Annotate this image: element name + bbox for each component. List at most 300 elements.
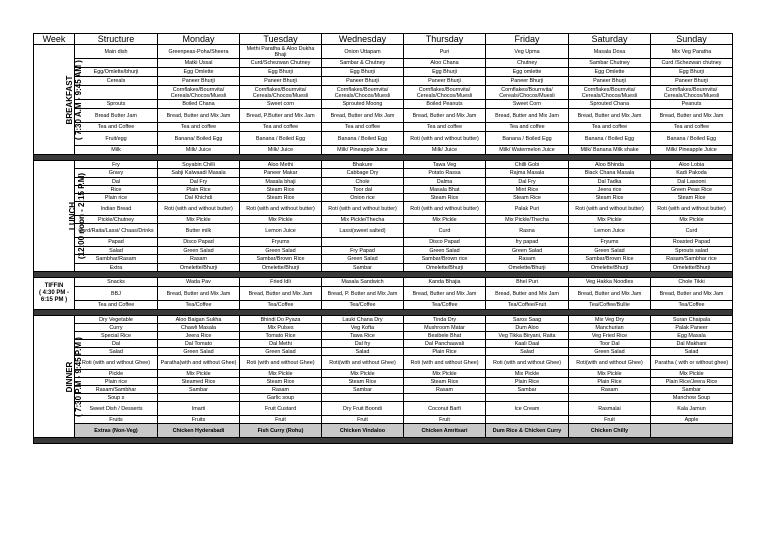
menu-item-cell: Rasam bbox=[486, 255, 569, 264]
menu-item-cell: Mix Pickle bbox=[322, 370, 404, 378]
menu-item-cell: Roti (with and without butter) bbox=[569, 202, 651, 216]
menu-item-cell: Steam Rice bbox=[651, 194, 733, 202]
lunch-label-line: LUNCH bbox=[68, 202, 78, 230]
menu-item-cell: Manchow Soup bbox=[651, 394, 733, 402]
menu-item-cell: Wada Pav bbox=[158, 278, 240, 287]
menu-item-cell: Onion Uttapam bbox=[322, 45, 404, 59]
menu-item-cell: Bread, Butter and Mix Jam bbox=[240, 287, 322, 301]
menu-item-cell: Banana / Boiled Egg bbox=[651, 132, 733, 146]
menu-item-cell: Lemon Juice bbox=[240, 224, 322, 238]
menu-item-cell: Green Salad bbox=[569, 348, 651, 356]
menu-row bbox=[34, 394, 733, 402]
menu-row bbox=[34, 278, 733, 287]
breakfast-label-line: ( 7:30 A.M - 9:45 AM ) bbox=[73, 59, 83, 140]
menu-item-cell: Kadi Pakoda bbox=[651, 169, 733, 178]
menu-item-cell: Fruit bbox=[404, 416, 486, 424]
menu-item-cell: Steam Rice bbox=[240, 194, 322, 202]
menu-item-cell: Rasna bbox=[486, 224, 569, 238]
menu-item-cell: Sambar/Brown rice bbox=[404, 255, 486, 264]
menu-item-cell: Dal Panchaavali bbox=[404, 340, 486, 348]
menu-item-cell: Sweet Corn bbox=[486, 100, 569, 109]
menu-item-cell: Banana / Boiled Egg bbox=[486, 132, 569, 146]
menu-item-cell: Aloo Baigan Sukha bbox=[158, 316, 240, 324]
menu-item-cell: Chicken Amritsari bbox=[404, 424, 486, 438]
menu-item-cell: Tea/Coffee bbox=[322, 301, 404, 310]
menu-item-cell: Bread, Butter and Mix Jam bbox=[651, 109, 733, 123]
menu-item-cell: Jeera Rice bbox=[158, 332, 240, 340]
menu-item-cell: Paratha(with and without Ghee) bbox=[158, 356, 240, 370]
menu-item-cell: Lassi(sweet salted) bbox=[322, 224, 404, 238]
structure-cell: Soup s bbox=[75, 394, 158, 402]
menu-item-cell: Sambar & Chutney bbox=[322, 59, 404, 68]
menu-item-cell: Sambar/Brown Rice bbox=[569, 255, 651, 264]
menu-row bbox=[34, 301, 733, 310]
menu-item-cell: Potato Rassa bbox=[404, 169, 486, 178]
structure-cell: Salad bbox=[75, 247, 158, 255]
menu-item-cell: Aloo Chana bbox=[404, 59, 486, 68]
menu-item-cell: Disco Papad bbox=[404, 238, 486, 247]
menu-item-cell: Plain Rice bbox=[404, 348, 486, 356]
weekly-menu-table bbox=[33, 33, 733, 444]
menu-item-cell: Mushroom Matar bbox=[404, 324, 486, 332]
menu-item-cell: Cornflakes/Bournvita/ Cereals/Chocos/Muesli bbox=[569, 86, 651, 100]
breakfast-label-text bbox=[65, 60, 83, 140]
menu-item-cell: Chole bbox=[322, 178, 404, 186]
menu-item-cell: Egg Bhurji bbox=[240, 68, 322, 77]
menu-item-cell: Paneer Bhurji bbox=[158, 77, 240, 86]
menu-item-cell: Bread, Butter and Mix Jam bbox=[404, 109, 486, 123]
structure-cell: Extra bbox=[75, 264, 158, 272]
menu-item-cell: Plain Rice bbox=[158, 186, 240, 194]
menu-item-cell: Roti (with and without butter) bbox=[404, 202, 486, 216]
menu-item-cell: Kanda Bhajia bbox=[404, 278, 486, 287]
menu-item-cell: Masala bhaji bbox=[240, 178, 322, 186]
menu-item-cell: Omelette/Bhurji bbox=[158, 264, 240, 272]
structure-cell bbox=[75, 86, 158, 100]
menu-item-cell: Sambar/Brown Rice bbox=[240, 255, 322, 264]
menu-item-cell: Saros Saag bbox=[486, 316, 569, 324]
menu-item-cell: Egg Omlette bbox=[158, 68, 240, 77]
structure-cell: Indian Bread bbox=[75, 202, 158, 216]
structure-cell: Rasam/Sambhar bbox=[75, 386, 158, 394]
menu-item-cell: Egg Masala bbox=[651, 332, 733, 340]
menu-row bbox=[34, 109, 733, 123]
structure-cell: Plain rice bbox=[75, 194, 158, 202]
structure-cell: Milk bbox=[75, 146, 158, 155]
menu-item-cell: Milk/ Pineapple Juice bbox=[322, 146, 404, 155]
menu-item-cell: Tea/Coffee bbox=[404, 301, 486, 310]
menu-item-cell: Fish Curry (Rohu) bbox=[240, 424, 322, 438]
menu-item-cell: Tea and coffee bbox=[240, 123, 322, 132]
menu-item-cell: Bread, Butter and Mix Jam bbox=[651, 287, 733, 301]
lunch-label-text bbox=[68, 173, 86, 259]
menu-item-cell: Bhel Puri bbox=[486, 278, 569, 287]
structure-cell: Curry bbox=[75, 324, 158, 332]
menu-item-cell: Cornflakes/Bournvita/ Cereals/Chocos/Muesli bbox=[486, 86, 569, 100]
menu-row bbox=[34, 370, 733, 378]
menu-item-cell: Fruit bbox=[240, 416, 322, 424]
menu-item-cell: Paneer Bhurji bbox=[651, 77, 733, 86]
menu-item-cell: Jeera rice bbox=[569, 186, 651, 194]
menu-item-cell: Rasam/Sambhar rice bbox=[651, 255, 733, 264]
header-cell: Thursday bbox=[404, 34, 486, 45]
menu-item-cell: Tawa Rice bbox=[322, 332, 404, 340]
menu-item-cell: Mix Pickle/Thecha bbox=[486, 216, 569, 224]
menu-row bbox=[34, 402, 733, 416]
menu-item-cell: Dal Makhani bbox=[651, 340, 733, 348]
menu-item-cell: Rasam bbox=[240, 386, 322, 394]
structure-cell: Rice bbox=[75, 186, 158, 194]
menu-item-cell: Steam Rice bbox=[240, 186, 322, 194]
menu-item-cell: Milk/ Watermelon Juice bbox=[486, 146, 569, 155]
menu-item-cell: Dalma bbox=[404, 178, 486, 186]
menu-item-cell: Fruits bbox=[158, 416, 240, 424]
menu-item-cell: Fryums bbox=[240, 238, 322, 247]
menu-row bbox=[34, 287, 733, 301]
menu-item-cell: Chutney bbox=[486, 59, 569, 68]
menu-item-cell bbox=[322, 238, 404, 247]
menu-item-cell: Sambar Chutney bbox=[569, 59, 651, 68]
section-divider bbox=[34, 438, 733, 444]
menu-item-cell: Tea/Coffee bbox=[240, 301, 322, 310]
menu-item-cell: Tea/Coffee/Bullie bbox=[569, 301, 651, 310]
structure-cell: Sambhar/Rasam bbox=[75, 255, 158, 264]
menu-item-cell: Plain Rice bbox=[569, 378, 651, 386]
menu-row bbox=[34, 348, 733, 356]
menu-item-cell: Boiled Chana bbox=[158, 100, 240, 109]
menu-item-cell: Rasam bbox=[158, 255, 240, 264]
menu-item-cell: Paratha ( with or without ghee) bbox=[651, 356, 733, 370]
menu-item-cell: Cornflakes/Bournvita/ Cereals/Chocos/Muesli bbox=[404, 86, 486, 100]
menu-item-cell: Green Salad bbox=[240, 348, 322, 356]
dinner-label-line: ( 7:30 P.M - 9:45 P.M ) bbox=[73, 336, 83, 417]
menu-item-cell bbox=[569, 394, 651, 402]
menu-item-cell: Mix Pickle bbox=[240, 216, 322, 224]
menu-item-cell: Roti (with and without Ghee) bbox=[486, 356, 569, 370]
menu-item-cell: Egg Bhurji bbox=[322, 68, 404, 77]
structure-cell: Tea and Coffee bbox=[75, 301, 158, 310]
menu-item-cell: Fruit Custard bbox=[240, 402, 322, 416]
menu-item-cell: Toor Dal bbox=[569, 340, 651, 348]
header-cell: Sunday bbox=[651, 34, 733, 45]
menu-item-cell: Green Salad bbox=[569, 247, 651, 255]
structure-cell: Cereals bbox=[75, 77, 158, 86]
menu-item-cell: Dal Khichdi bbox=[158, 194, 240, 202]
menu-item-cell: Ice Cream bbox=[486, 402, 569, 416]
menu-row bbox=[34, 238, 733, 247]
menu-row bbox=[34, 416, 733, 424]
menu-item-cell: Omelette/Bhurji bbox=[240, 264, 322, 272]
menu-item-cell: Mix Pickle bbox=[404, 216, 486, 224]
menu-item-cell: Dal Tadka bbox=[569, 178, 651, 186]
menu-item-cell: Fry Papad bbox=[322, 247, 404, 255]
menu-item-cell: Omelette/Bhurji bbox=[569, 264, 651, 272]
menu-item-cell: fry papad bbox=[486, 238, 569, 247]
menu-item-cell: Veg Upma bbox=[486, 45, 569, 59]
structure-cell: Dal bbox=[75, 340, 158, 348]
menu-item-cell: Green Salad bbox=[322, 255, 404, 264]
menu-item-cell: Mint Rice bbox=[486, 186, 569, 194]
menu-item-cell: Tomato Rice bbox=[240, 332, 322, 340]
menu-item-cell: Fryums bbox=[569, 238, 651, 247]
menu-item-cell: Dal Fry bbox=[486, 178, 569, 186]
structure-cell: Fry bbox=[75, 161, 158, 169]
menu-item-cell: Tea and coffee bbox=[569, 123, 651, 132]
menu-item-cell: Chicken Chilly bbox=[569, 424, 651, 438]
menu-item-cell: Roti(with and without Ghee) bbox=[322, 356, 404, 370]
menu-item-cell bbox=[486, 416, 569, 424]
menu-item-cell: Sambar bbox=[486, 386, 569, 394]
menu-item-cell: Banana / Boiled Egg bbox=[322, 132, 404, 146]
menu-sheet bbox=[33, 33, 732, 444]
tiffin-section-label bbox=[34, 278, 75, 310]
menu-item-cell: Dal Fry bbox=[158, 178, 240, 186]
menu-row bbox=[34, 324, 733, 332]
structure-cell: Plain rice bbox=[75, 378, 158, 386]
menu-row bbox=[34, 68, 733, 77]
menu-row bbox=[34, 216, 733, 224]
menu-item-cell: Curd bbox=[404, 224, 486, 238]
menu-item-cell: Greenpeas-Poha/Sheera bbox=[158, 45, 240, 59]
menu-item-cell: Fruit bbox=[569, 416, 651, 424]
menu-item-cell: Bread, P.Butter and Mix Jam bbox=[240, 109, 322, 123]
header-cell: Structure bbox=[75, 34, 158, 45]
menu-row bbox=[34, 123, 733, 132]
menu-row bbox=[34, 100, 733, 109]
menu-item-cell: Tea/Coffee/Fruit bbox=[486, 301, 569, 310]
menu-item-cell: Chole Tikki bbox=[651, 278, 733, 287]
menu-item-cell: Steam Rice bbox=[486, 194, 569, 202]
menu-item-cell: Curd bbox=[651, 224, 733, 238]
menu-item-cell: Mix Pickle/Thecha bbox=[322, 216, 404, 224]
menu-item-cell: Egg Bhurji bbox=[651, 68, 733, 77]
menu-item-cell: Sambar bbox=[322, 264, 404, 272]
dinner-section-label bbox=[34, 316, 83, 438]
menu-item-cell: Dum Aloo bbox=[486, 324, 569, 332]
menu-item-cell: Rasam bbox=[404, 386, 486, 394]
menu-item-cell: Bread, Butter and Mix Jam bbox=[486, 109, 569, 123]
menu-item-cell: Onion rice bbox=[322, 194, 404, 202]
menu-item-cell: Bread, Butter and Mix Jam bbox=[158, 109, 240, 123]
breakfast-section-label bbox=[34, 45, 83, 155]
menu-item-cell: Suran Chaipala bbox=[651, 316, 733, 324]
menu-item-cell: Roti (with and without butter) bbox=[240, 202, 322, 216]
menu-item-cell: Dal fry bbox=[322, 340, 404, 348]
menu-item-cell: Mix Pickle bbox=[404, 370, 486, 378]
menu-item-cell: Methi Paratha & Aloo Dukha Bhaji bbox=[240, 45, 322, 59]
menu-item-cell: Bread, Butter and Mix Jam bbox=[486, 287, 569, 301]
menu-item-cell: Paneer Makar bbox=[240, 169, 322, 178]
menu-row bbox=[34, 264, 733, 272]
menu-item-cell: Green Salad bbox=[158, 247, 240, 255]
menu-item-cell: Omelette/Bhurji bbox=[486, 264, 569, 272]
menu-item-cell: Rajma Masala bbox=[486, 169, 569, 178]
menu-row bbox=[34, 386, 733, 394]
menu-item-cell: Roti (with and without Ghee) bbox=[404, 356, 486, 370]
structure-cell: Egg/Omlette/bhurji bbox=[75, 68, 158, 77]
menu-row bbox=[34, 178, 733, 186]
menu-item-cell: Mix Veg Dry bbox=[569, 316, 651, 324]
menu-item-cell: Steam Rice bbox=[404, 194, 486, 202]
menu-item-cell: Steam Rice bbox=[404, 378, 486, 386]
menu-item-cell: Tawa Veg bbox=[404, 161, 486, 169]
menu-item-cell: Mix Pulses bbox=[240, 324, 322, 332]
structure-cell: Special Rice bbox=[75, 332, 158, 340]
menu-item-cell: Roti (with and without butter) bbox=[158, 202, 240, 216]
menu-item-cell: Manchurian bbox=[569, 324, 651, 332]
menu-item-cell: Rasmalai bbox=[569, 402, 651, 416]
menu-item-cell: Omelette/Bhurji bbox=[404, 264, 486, 272]
menu-item-cell: Kaali Daal bbox=[486, 340, 569, 348]
menu-item-cell: Mix Pickle bbox=[486, 370, 569, 378]
menu-item-cell: Salad bbox=[651, 348, 733, 356]
menu-item-cell: Tea and coffee bbox=[486, 123, 569, 132]
menu-item-cell: Plain Rice/Jeera Rice bbox=[651, 378, 733, 386]
menu-item-cell: Salad bbox=[322, 348, 404, 356]
menu-item-cell: Milk/ Banana Milk shake bbox=[569, 146, 651, 155]
menu-item-cell: Dal Lasooni bbox=[651, 178, 733, 186]
dinner-label-text bbox=[65, 337, 83, 417]
menu-item-cell: Cornflakes/Bournvita/ Cereals/Chocos/Muesli bbox=[158, 86, 240, 100]
menu-item-cell: Masala Sandwich bbox=[322, 278, 404, 287]
structure-cell: Curd/Raita/Lassi/ Chaas/Drinks bbox=[75, 224, 158, 238]
header-cell: Monday bbox=[158, 34, 240, 45]
menu-item-cell: Garlic soup bbox=[240, 394, 322, 402]
structure-cell: Tea and Coffee bbox=[75, 123, 158, 132]
menu-item-cell: Roti (with and without butter) bbox=[322, 202, 404, 216]
menu-item-cell: Roasted Papad bbox=[651, 238, 733, 247]
menu-item-cell: Bread, Butter and Mix Jam bbox=[569, 287, 651, 301]
menu-row bbox=[34, 340, 733, 348]
menu-item-cell: Tea and coffee bbox=[404, 123, 486, 132]
menu-row bbox=[34, 378, 733, 386]
tiffin-label-text bbox=[34, 283, 74, 304]
menu-item-cell: Aloo Methi bbox=[240, 161, 322, 169]
structure-cell: Dal bbox=[75, 178, 158, 186]
menu-item-cell: Lemon Juice bbox=[569, 224, 651, 238]
menu-item-cell bbox=[486, 394, 569, 402]
menu-item-cell: Soyabin Chilli bbox=[158, 161, 240, 169]
menu-item-cell: Cornflakes/Bournvita/ Cereals/Chocos/Muesli bbox=[651, 86, 733, 100]
menu-item-cell: Mix Pickle bbox=[240, 370, 322, 378]
menu-item-cell: Chilli Gobi bbox=[486, 161, 569, 169]
menu-item-cell: Bread, Butter and Mix Jam bbox=[404, 287, 486, 301]
menu-item-cell: Paneer Bhurji bbox=[486, 77, 569, 86]
menu-item-cell: Paneer Bhurji bbox=[569, 77, 651, 86]
menu-item-cell: Imarti bbox=[158, 402, 240, 416]
menu-item-cell: Besibele Bhat bbox=[404, 332, 486, 340]
structure-cell: Roti (with and without Ghee) bbox=[75, 356, 158, 370]
breakfast-label-line: BREAKFAST bbox=[64, 75, 74, 124]
menu-item-cell: Sambar bbox=[322, 386, 404, 394]
tiffin-label-line: ( 4:30 PM - bbox=[38, 290, 69, 296]
structure-cell: Snacks bbox=[75, 278, 158, 287]
menu-row bbox=[34, 356, 733, 370]
header-cell: Week bbox=[34, 34, 75, 45]
menu-row bbox=[34, 194, 733, 202]
menu-item-cell: Matki Ussal bbox=[158, 59, 240, 68]
header-cell: Friday bbox=[486, 34, 569, 45]
menu-item-cell: Bread, Butter and Mix Jam bbox=[158, 287, 240, 301]
lunch-label-line: (12:00 noon - 2:15 P.M) bbox=[77, 172, 87, 260]
menu-item-cell: Dal Tomato bbox=[158, 340, 240, 348]
menu-item-cell: Veg Fried Rice bbox=[569, 332, 651, 340]
menu-item-cell: Masala Bhat bbox=[404, 186, 486, 194]
header-cell: Saturday bbox=[569, 34, 651, 45]
structure-cell: Dry Vegetable bbox=[75, 316, 158, 324]
menu-item-cell: Sabji Kalwaadi Masala bbox=[158, 169, 240, 178]
lunch-section-label bbox=[34, 161, 87, 272]
menu-item-cell: Dry Fruit Boondi bbox=[322, 402, 404, 416]
menu-item-cell: Palak Paneer bbox=[651, 324, 733, 332]
menu-item-cell: Sambar bbox=[158, 386, 240, 394]
menu-item-cell: Bread, Butter and Mix Jam bbox=[569, 109, 651, 123]
menu-item-cell: Chawli Masala bbox=[158, 324, 240, 332]
menu-item-cell: Milk/ Juice bbox=[158, 146, 240, 155]
menu-item-cell: Milk/ Juice bbox=[404, 146, 486, 155]
tiffin-label-line: TIFFIN bbox=[44, 283, 64, 289]
menu-item-cell: Cornflakes/Bournvita/ Cereals/Chocos/Muesli bbox=[240, 86, 322, 100]
menu-item-cell: Paneer Bhurji bbox=[404, 77, 486, 86]
menu-item-cell bbox=[404, 394, 486, 402]
menu-item-cell: Banana / Boiled Egg bbox=[240, 132, 322, 146]
structure-cell: Sweet Dish / Desserts bbox=[75, 402, 158, 416]
menu-item-cell: Milk/ Pineapple Juice bbox=[651, 146, 733, 155]
menu-item-cell: Egg Omlette bbox=[569, 68, 651, 77]
menu-item-cell: Green Salad bbox=[158, 348, 240, 356]
menu-row bbox=[34, 247, 733, 255]
menu-row bbox=[34, 161, 733, 169]
menu-item-cell: Chicken Vindaloo bbox=[322, 424, 404, 438]
header-row bbox=[34, 34, 733, 45]
menu-item-cell: Cornflakes/Bournvita/ Cereals/Chocos/Muesli bbox=[322, 86, 404, 100]
menu-row bbox=[34, 146, 733, 155]
menu-item-cell: Banana / Boiled Egg bbox=[569, 132, 651, 146]
menu-item-cell: Lauki Chana Dry bbox=[322, 316, 404, 324]
menu-item-cell: Mix Pickle bbox=[158, 370, 240, 378]
menu-item-cell: Mix Pickle bbox=[651, 370, 733, 378]
menu-item-cell: Veg Hakka Noodles bbox=[569, 278, 651, 287]
structure-cell: Extras (Non-Veg) bbox=[75, 424, 158, 438]
menu-row bbox=[34, 186, 733, 194]
menu-item-cell: Bhakure bbox=[322, 161, 404, 169]
menu-item-cell: Bread, Butter and Mix Jam bbox=[322, 109, 404, 123]
menu-row bbox=[34, 424, 733, 438]
menu-item-cell: Apple bbox=[651, 416, 733, 424]
structure-cell: Pickle bbox=[75, 370, 158, 378]
menu-row bbox=[34, 86, 733, 100]
menu-item-cell: Coconut Barfi bbox=[404, 402, 486, 416]
menu-item-cell: Green Salad bbox=[240, 247, 322, 255]
dinner-label-line: DINNER bbox=[64, 361, 74, 392]
menu-item-cell: Mix Pickle bbox=[569, 216, 651, 224]
menu-item-cell: Tea/Coffee bbox=[651, 301, 733, 310]
menu-item-cell: Peanuts bbox=[651, 100, 733, 109]
menu-item-cell: Roti (with and without butter) bbox=[651, 202, 733, 216]
structure-cell: Pickle/Chutney bbox=[75, 216, 158, 224]
menu-item-cell: Sprouts salad bbox=[651, 247, 733, 255]
structure-cell: Fruit/egg bbox=[75, 132, 158, 146]
header-cell: Wednesday bbox=[322, 34, 404, 45]
menu-item-cell: Sweet corn bbox=[240, 100, 322, 109]
divider-bar bbox=[34, 438, 733, 444]
menu-item-cell: Butter milk bbox=[158, 224, 240, 238]
menu-item-cell: Fruit bbox=[322, 416, 404, 424]
menu-row bbox=[34, 255, 733, 264]
menu-item-cell: Rasam bbox=[569, 386, 651, 394]
menu-item-cell: Sambar bbox=[651, 386, 733, 394]
menu-row bbox=[34, 332, 733, 340]
